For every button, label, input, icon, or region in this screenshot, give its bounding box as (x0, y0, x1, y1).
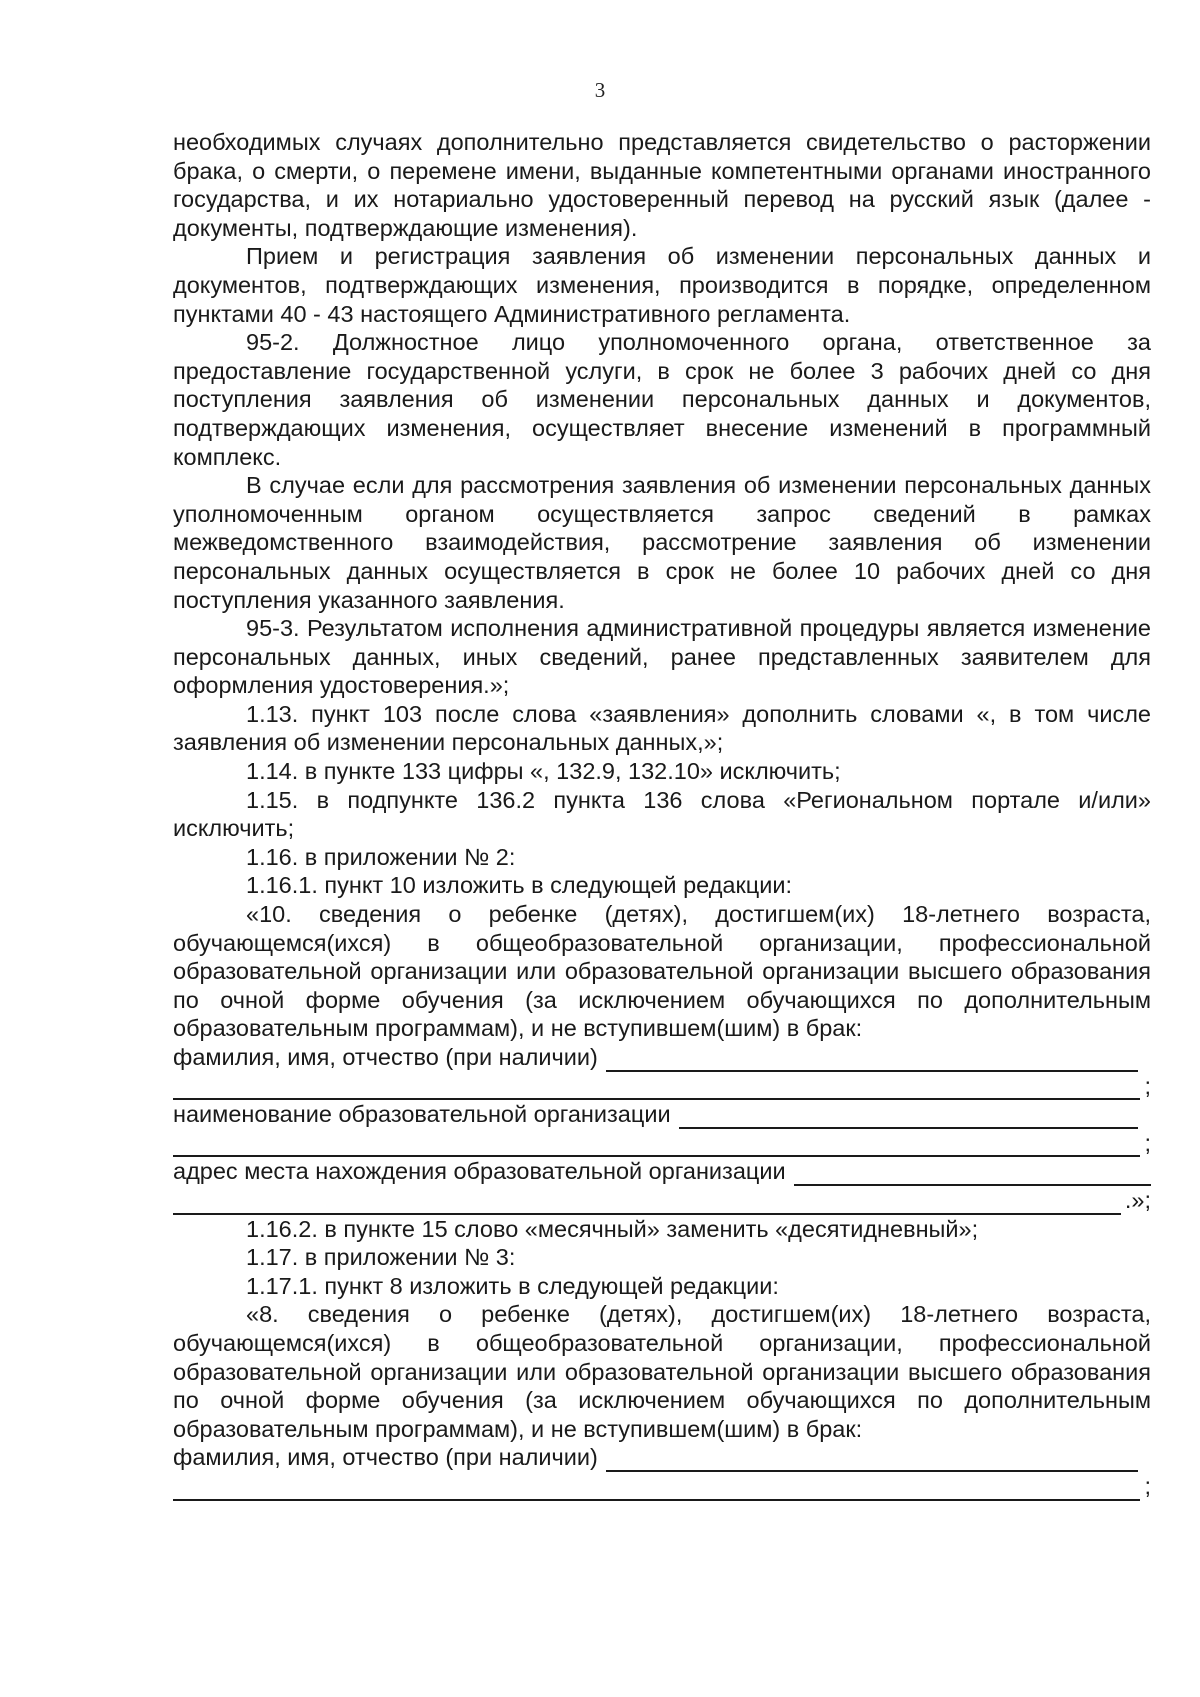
document-body (173, 128, 1151, 1501)
org-name-label: наименование образовательной организации (173, 1101, 671, 1128)
org-address-label: адрес места нахождения образовательной организации (173, 1158, 786, 1185)
paragraph: 95-3. Результатом исполнения административной процедуры является изменение персональных данных, иных сведений, ранее представленных заявителем для оформления удостоверения.»; (173, 615, 1151, 699)
paragraph: 1.13. пункт 103 после слова «заявления» дополнить словами «, в том числе заявления об изменении персональных данных,»; (173, 700, 1151, 756)
fio-continuation-field (173, 1072, 1151, 1101)
paragraph: 1.16. в приложении № 2: (246, 843, 516, 870)
paragraph: 1.17.1. пункт 8 изложить в следующей редакции: (246, 1272, 779, 1299)
paragraph: Прием и регистрация заявления об изменении персональных данных и документов, подтверждающих изменения, производится в порядке, определенном пунктами 40 - 43 настоящего Административного регламента. (173, 243, 1151, 327)
org-address-continuation-line (173, 1192, 1121, 1215)
org-address-continuation-field (173, 1186, 1151, 1215)
fio-label-2: фамилия, имя, отчество (при наличии) (173, 1444, 598, 1471)
fio-continuation-line (173, 1077, 1140, 1100)
fio-continuation-field-2 (173, 1472, 1151, 1501)
paragraph: необходимых случаях дополнительно представляется свидетельство о расторжении брака, о смерти, о перемене имени, выданные компетентными органами иностранного государства, и их нотариально удостоверенный перевод на русский язык (далее - документы, подтверждающие изменения). (173, 129, 1151, 241)
paragraph: 1.14. в пункте 133 цифры «, 132.9, 132.10» исключить; (246, 758, 841, 785)
org-name-field (173, 1100, 1151, 1129)
org-address-blank-line (794, 1163, 1151, 1186)
fio-label: фамилия, имя, отчество (при наличии) (173, 1044, 598, 1070)
org-address-closing: .»; (1124, 1186, 1151, 1213)
paragraph: В случае если для рассмотрения заявления об изменении персональных данных уполномоченным органом осуществляется запрос сведений в рамках межведомственного взаимодействия, рассмотрение заявления об изменении персональных данных осуществляется в срок не более 10 рабочих дней со дня поступления указанного заявления. (173, 472, 1151, 613)
fio-semicolon-2: ; (1144, 1472, 1151, 1499)
fio-semicolon: ; (1144, 1072, 1151, 1099)
fio-field-2 (173, 1443, 1151, 1472)
org-name-blank-line (679, 1106, 1138, 1129)
fio-continuation-line-2 (173, 1478, 1140, 1501)
paragraph: 1.16.2. в пункте 15 слово «месячный» заменить «десятидневный»; (246, 1215, 979, 1242)
paragraph: «10. сведения о ребенке (детях), достигшем(их) 18-летнего возраста, обучающемся(ихся) в общеобразовательной организации, профессиональной образовательной организации или образовательной организации высшего образования по очной форме обучения (за исключением обучающихся по дополнительным образовательным программам), и не вступившем(шим) в брак: (173, 901, 1151, 1042)
paragraph: 1.15. в подпункте 136.2 пункта 136 слова «Региональном портале и/или» исключить; (173, 786, 1151, 842)
page-number: 3 (594, 78, 606, 102)
paragraph: 1.17. в приложении № 3: (246, 1244, 516, 1271)
paragraph: 1.16.1. пункт 10 изложить в следующей редакции: (246, 872, 792, 899)
org-address-field (173, 1157, 1151, 1186)
org-name-continuation-line (173, 1134, 1140, 1157)
paragraphs-block-a (173, 128, 1151, 1043)
paragraph: 95-2. Должностное лицо уполномоченного органа, ответственное за предоставление государственной услуги, в срок не более 3 рабочих дней со дня поступления заявления об изменении персональных данных и документов, подтверждающих изменения, осуществляет внесение изменений в программный комплекс. (173, 329, 1151, 470)
org-name-continuation-field (173, 1129, 1151, 1158)
fio-blank-line (606, 1049, 1138, 1072)
fio-blank-line-2 (606, 1449, 1138, 1472)
paragraph: «8. сведения о ребенке (детях), достигшем(их) 18-летнего возраста, обучающемся(ихся) в общеобразовательной организации, профессиональной образовательной организации или образовательной организации высшего образования по очной форме обучения (за исключением обучающихся по дополнительным образовательным программам), и не вступившем(шим) в брак: (173, 1301, 1151, 1442)
org-name-semicolon: ; (1144, 1129, 1151, 1156)
fio-field (173, 1043, 1151, 1072)
paragraphs-block-b (173, 1215, 1151, 1444)
